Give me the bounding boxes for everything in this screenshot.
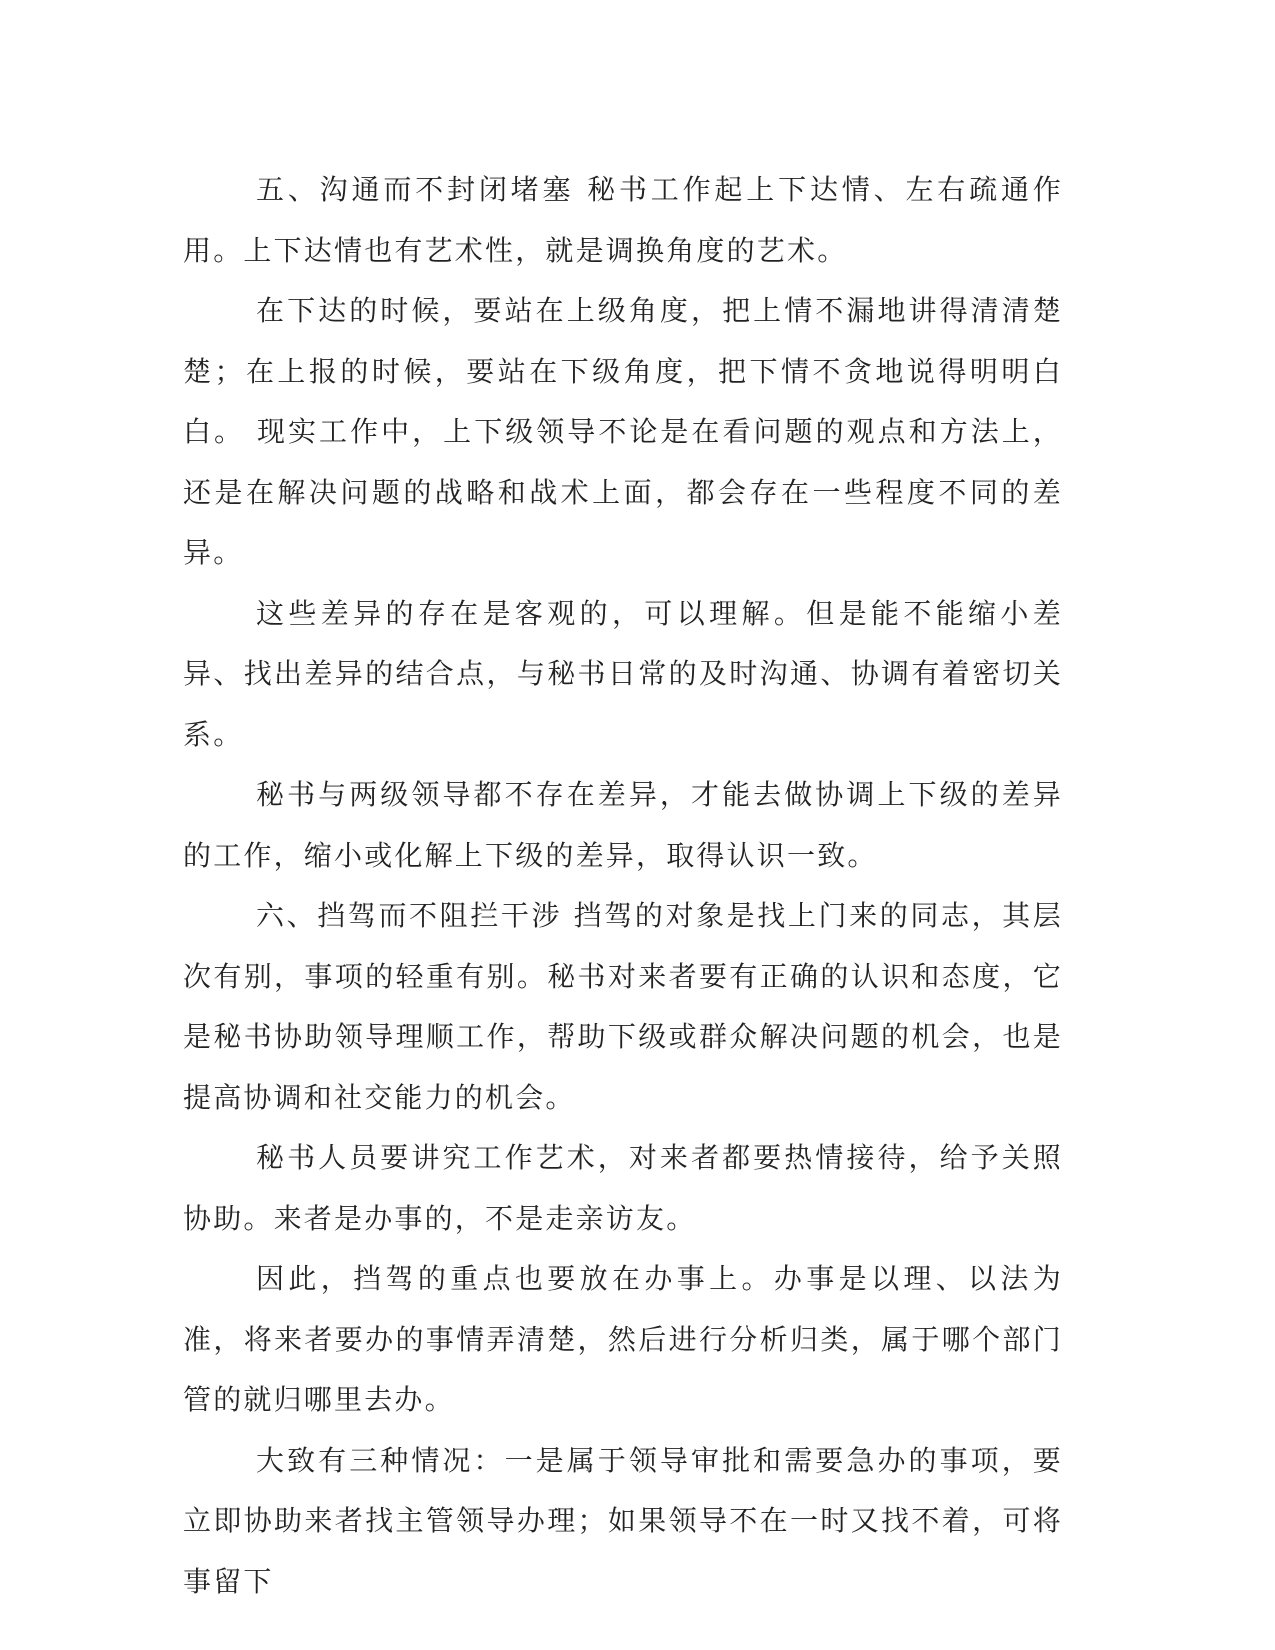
body-text [183, 160, 1063, 1612]
paragraph-4: 秘书与两级领导都不存在差异，才能去做协调上下级的差异的工作，缩小或化解上下级的差异，取得认识一致。 [183, 778, 1063, 872]
paragraph-8: 大致有三种情况：一是属于领导审批和需要急办的事项，要立即协助来者找主管领导办理；如果领导不在一时又找不着，可将事留下 [183, 1443, 1063, 1598]
paragraph-1: 五、沟通而不封闭堵塞 秘书工作起上下达情、左右疏通作用。上下达情也有艺术性，就是调换角度的艺术。 [183, 173, 1063, 267]
paragraph-6: 秘书人员要讲究工作艺术，对来者都要热情接待，给予关照协助。来者是办事的，不是走亲访友。 [183, 1141, 1063, 1235]
paragraph-5: 六、挡驾而不阻拦干涉 挡驾的对象是找上门来的同志，其层次有别，事项的轻重有别。秘书对来者要有正确的认识和态度，它是秘书协助领导理顺工作，帮助下级或群众解决问题的机会，也是提高协调和社交能力的机会。 [183, 899, 1063, 1114]
paragraph-7: 因此，挡驾的重点也要放在办事上。办事是以理、以法为准，将来者要办的事情弄清楚，然后进行分析归类，属于哪个部门管的就归哪里去办。 [183, 1262, 1063, 1416]
paragraph-2: 在下达的时候，要站在上级角度，把上情不漏地讲得清清楚楚；在上报的时候，要站在下级角度，把下情不贪地说得明明白白。 现实工作中，上下级领导不论是在看问题的观点和方法上，还是在解决问题的战略和战术上面，都会存在一些程度不同的差异。 [183, 294, 1063, 569]
paragraph-3: 这些差异的存在是客观的，可以理解。但是能不能缩小差异、找出差异的结合点，与秘书日常的及时沟通、协调有着密切关系。 [183, 596, 1063, 751]
